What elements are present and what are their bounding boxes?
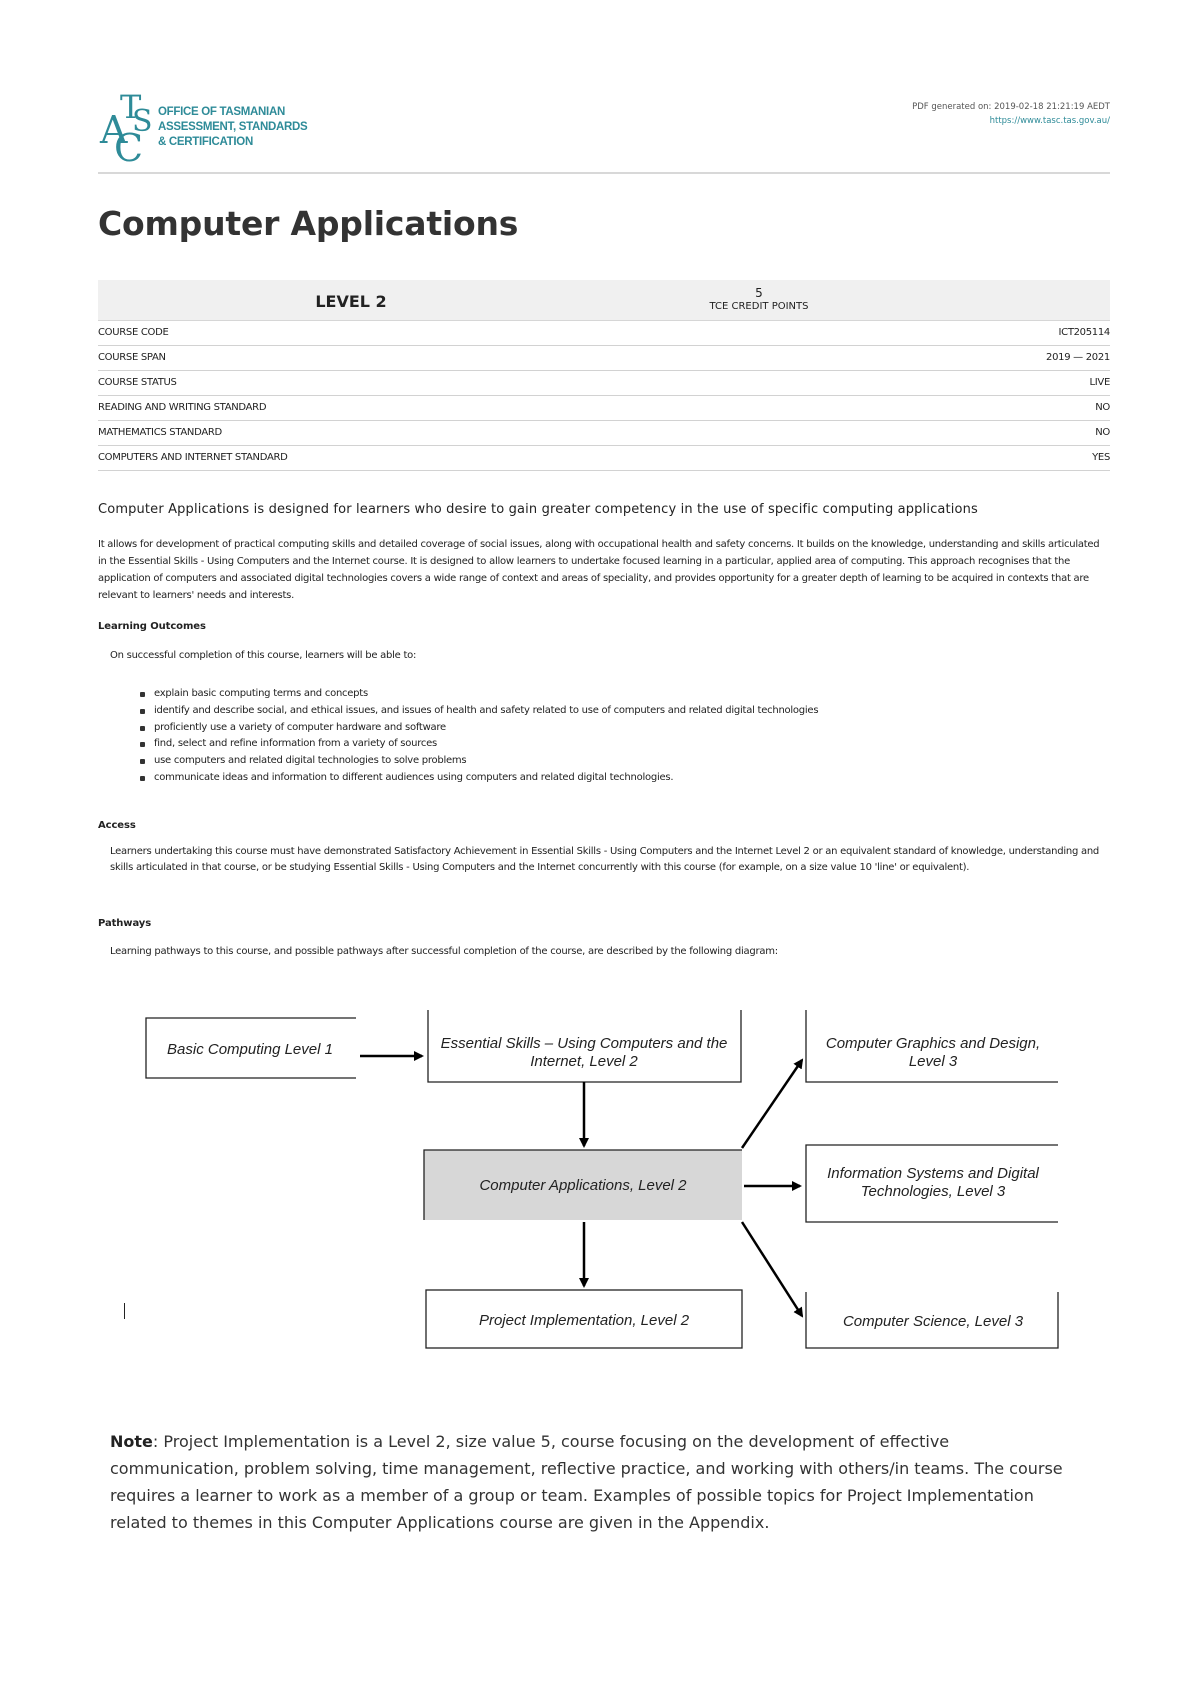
list-item: proficiently use a variety of computer hardware and software (98, 720, 818, 737)
page-title: Computer Applications (98, 204, 519, 243)
table-row: COURSE STATUS LIVE (98, 371, 1110, 396)
credit-points (604, 286, 914, 314)
note-text: : Project Implementation is a Level 2, size value 5, course focusing on the development of effective communication, problem solving, time management, reflective practice, and working with others/in teams. The course requires a learner to work as a member of a group or team. Examples of possible topics for Project Implementation related to themes in this Computer Applications course are given in the Appendix. (110, 1432, 1063, 1532)
arrow-applications-to-graphics (742, 1060, 802, 1148)
box-computer-science (806, 1292, 1058, 1348)
list-item: explain basic computing terms and concepts (98, 686, 818, 703)
svg-text:Essential Skills – Using Compu: Essential Skills – Using Computers and the (440, 1035, 728, 1052)
tasc-monogram: A T S C (100, 88, 153, 170)
box-information-systems (806, 1145, 1058, 1222)
svg-text:Project Implementation, Level: Project Implementation, Level 2 (478, 1312, 690, 1329)
svg-text:Internet, Level 2: Internet, Level 2 (530, 1053, 638, 1070)
svg-text:Level 3: Level 3 (908, 1053, 958, 1070)
learning-outcomes-lead: On successful completion of this course, learners will be able to: (110, 650, 417, 661)
course-level: LEVEL 2 (315, 292, 387, 311)
org-name: OFFICE OF TASMANIAN ASSESSMENT, STANDARDS & CERTIFICATION (158, 106, 308, 148)
table-row: READING AND WRITING STANDARD NO (98, 396, 1110, 421)
svg-text:Technologies, Level 3: Technologies, Level 3 (860, 1183, 1006, 1200)
generated-date: PDF generated on: 2019-02-18 21:21:19 AEDT (912, 102, 1110, 112)
access-heading: Access (98, 820, 136, 831)
list-item: find, select and refine information from a variety of sources (98, 736, 818, 753)
list-item: use computers and related digital technologies to solve problems (98, 753, 818, 770)
list-item: communicate ideas and information to different audiences using computers and related digital technologies. (98, 770, 818, 787)
note-paragraph (110, 1428, 1070, 1536)
box-computer-graphics (806, 1010, 1058, 1082)
svg-text:Basic Computing Level 1: Basic Computing Level 1 (167, 1041, 333, 1058)
pathways-text: Learning pathways to this course, and possible pathways after successful completion of the course, are described by the following diagram: (110, 946, 778, 957)
svg-text:Computer Graphics and Design,: Computer Graphics and Design, (825, 1035, 1041, 1052)
course-intro: It allows for development of practical computing skills and detailed coverage of social issues, along with occupational health and safety concerns. It builds on the knowledge, understanding and skills articulated in the Essential Skills - Using Computers and the Internet course. It is designed to allow learners to undertake focused learning in a particular, applied area of computing. This approach recognises that the application of computers and associated digital technologies covers a wide range of context and areas of speciality, and provides opportunity for a greater depth of learning to be acquired in contexts that are relevant to learners' needs and interests. (98, 539, 1100, 601)
course-level-row (98, 280, 1110, 321)
course-lead: Computer Applications is designed for learners who desire to gain greater competency in the use of specific computing applications (98, 502, 978, 517)
box-computer-applications (424, 1150, 742, 1220)
svg-text:Computer Science, Level 3: Computer Science, Level 3 (842, 1313, 1024, 1330)
course-details-table (98, 321, 1110, 471)
box-basic-computing (146, 1018, 356, 1078)
pathways-diagram (138, 1010, 1118, 1360)
table-row: COMPUTERS AND INTERNET STANDARD YES (98, 446, 1110, 471)
learning-outcomes-list (98, 686, 818, 787)
page-header (98, 88, 1110, 174)
access-text: Learners undertaking this course must have demonstrated Satisfactory Achievement in Essential Skills - Using Computers and the Internet Level 2 or an equivalent standard of knowledge, understanding and skills articulated in that course, or be studying Essential Skills - Using Computers and the Internet concurrently with this course (for example, on a size value 10 'line' or equivalent). (110, 846, 1100, 873)
table-row: MATHEMATICS STANDARD NO (98, 421, 1110, 446)
credit-points-label: TCE CREDIT POINTS (709, 301, 809, 312)
table-row: COURSE SPAN 2019 — 2021 (98, 346, 1110, 371)
svg-text:Information Systems and Digita: Information Systems and Digital (827, 1165, 1039, 1182)
credit-points-value: 5 (755, 286, 763, 300)
text-cursor (124, 1303, 125, 1319)
learning-outcomes-heading: Learning Outcomes (98, 621, 206, 632)
pathways-heading: Pathways (98, 918, 152, 929)
tasc-logo (98, 88, 338, 170)
box-project-implementation (426, 1290, 742, 1348)
tasc-url-link[interactable]: https://www.tasc.tas.gov.au/ (989, 116, 1110, 126)
list-item: identify and describe social, and ethical issues, and issues of health and safety related to use of computers and related digital technologies (98, 703, 818, 720)
arrow-applications-to-science (742, 1222, 802, 1316)
box-essential-skills (428, 1010, 741, 1082)
note-label: Note (110, 1432, 153, 1451)
svg-text:Computer Applications, Level 2: Computer Applications, Level 2 (479, 1177, 687, 1194)
table-row: COURSE CODE ICT205114 (98, 321, 1110, 346)
generated-info (912, 100, 1110, 128)
